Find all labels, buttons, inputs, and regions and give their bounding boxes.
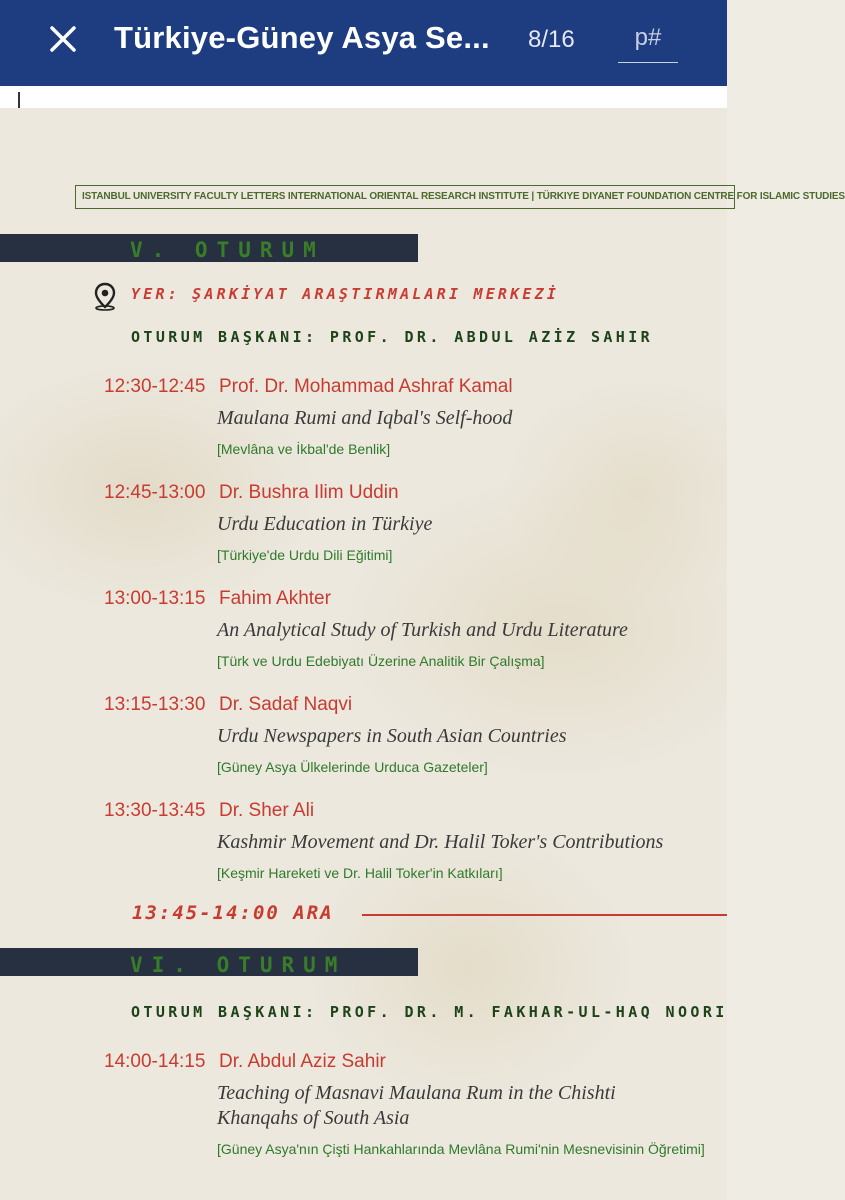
document-title: Türkiye-Güney Asya Se... [114, 20, 490, 55]
session-6-label: VI. OTURUM [130, 953, 347, 977]
talk-title-en: An Analytical Study of Turkish and Urdu Literature [217, 619, 628, 641]
talk-speaker: Dr. Bushra Ilim Uddin [219, 482, 399, 503]
location-pin-icon [90, 281, 120, 311]
talk-speaker: Dr. Sher Ali [219, 800, 315, 821]
talk-title-tr: [Güney Asya Ülkelerinde Urduca Gazeteler] [217, 759, 488, 775]
session-5-venue: YER: ŞARKİYAT ARAŞTIRMALARI MERKEZİ [131, 285, 560, 303]
page-indicator: 8/16 [528, 26, 575, 53]
talk-title-en: Urdu Newspapers in South Asian Countries [217, 725, 567, 747]
talk-title-tr: [Türk ve Urdu Edebiyatı Üzerine Analitik Bir Çalışma] [217, 653, 545, 669]
talk-title-en: Maulana Rumi and Iqbal's Self-hood [217, 407, 513, 429]
session-6-chair: OTURUM BAŞKANI: PROF. DR. M. FAKHAR-UL-HAQ NOORI [131, 1003, 728, 1021]
talk-time: 13:00-13:15 [104, 588, 206, 609]
page-number-input[interactable]: p# [618, 24, 678, 63]
session-5-chair: OTURUM BAŞKANI: PROF. DR. ABDUL AZİZ SAHIR [131, 328, 654, 346]
talk-title-tr: [Keşmir Hareketi ve Dr. Halil Toker'in Katkıları] [217, 865, 503, 881]
talk-title-tr: [Güney Asya'nın Çişti Hankahlarında Mevlâna Rumi'nin Mesnevisinin Öğretimi] [217, 1141, 705, 1157]
pdf-page[interactable] [0, 108, 845, 1200]
talk-title-en: Teaching of Masnavi Maulana Rum in the Chishti Khanqahs of South Asia [217, 1082, 616, 1129]
break-label: 13:45-14:00 ARA [132, 902, 334, 924]
talk-title-en: Kashmir Movement and Dr. Halil Toker's Contributions [217, 831, 664, 853]
viewer-toolbar [0, 0, 727, 86]
talk-time: 13:30-13:45 [104, 800, 206, 821]
talk-speaker: Dr. Sadaf Naqvi [219, 694, 353, 715]
institution-banner: ISTANBUL UNIVERSITY FACULTY LETTERS INTERNATIONAL ORIENTAL RESEARCH INSTITUTE | TÜRKIYE DIYANET FOUNDATION CENTRE FOR ISLAMIC STUDIES [75, 185, 735, 209]
talk-title-en: Urdu Education in Türkiye [217, 513, 433, 535]
talk-time: 12:45-13:00 [104, 482, 206, 503]
talk-title-tr: [Mevlâna ve İkbal'de Benlik] [217, 441, 391, 457]
talk-speaker: Dr. Abdul Aziz Sahir [219, 1051, 386, 1072]
page-separator [0, 86, 727, 108]
close-icon[interactable] [48, 20, 80, 60]
talk-speaker: Prof. Dr. Mohammad Ashraf Kamal [219, 376, 513, 397]
talk-time: 13:15-13:30 [104, 694, 206, 715]
break-divider [362, 914, 727, 916]
talk-time: 14:00-14:15 [104, 1051, 206, 1072]
talk-speaker: Fahim Akhter [219, 588, 331, 609]
session-5-label: V. OTURUM [130, 238, 325, 262]
talk-time: 12:30-12:45 [104, 376, 206, 397]
talk-title-tr: [Türkiye'de Urdu Dili Eğitimi] [217, 547, 393, 563]
